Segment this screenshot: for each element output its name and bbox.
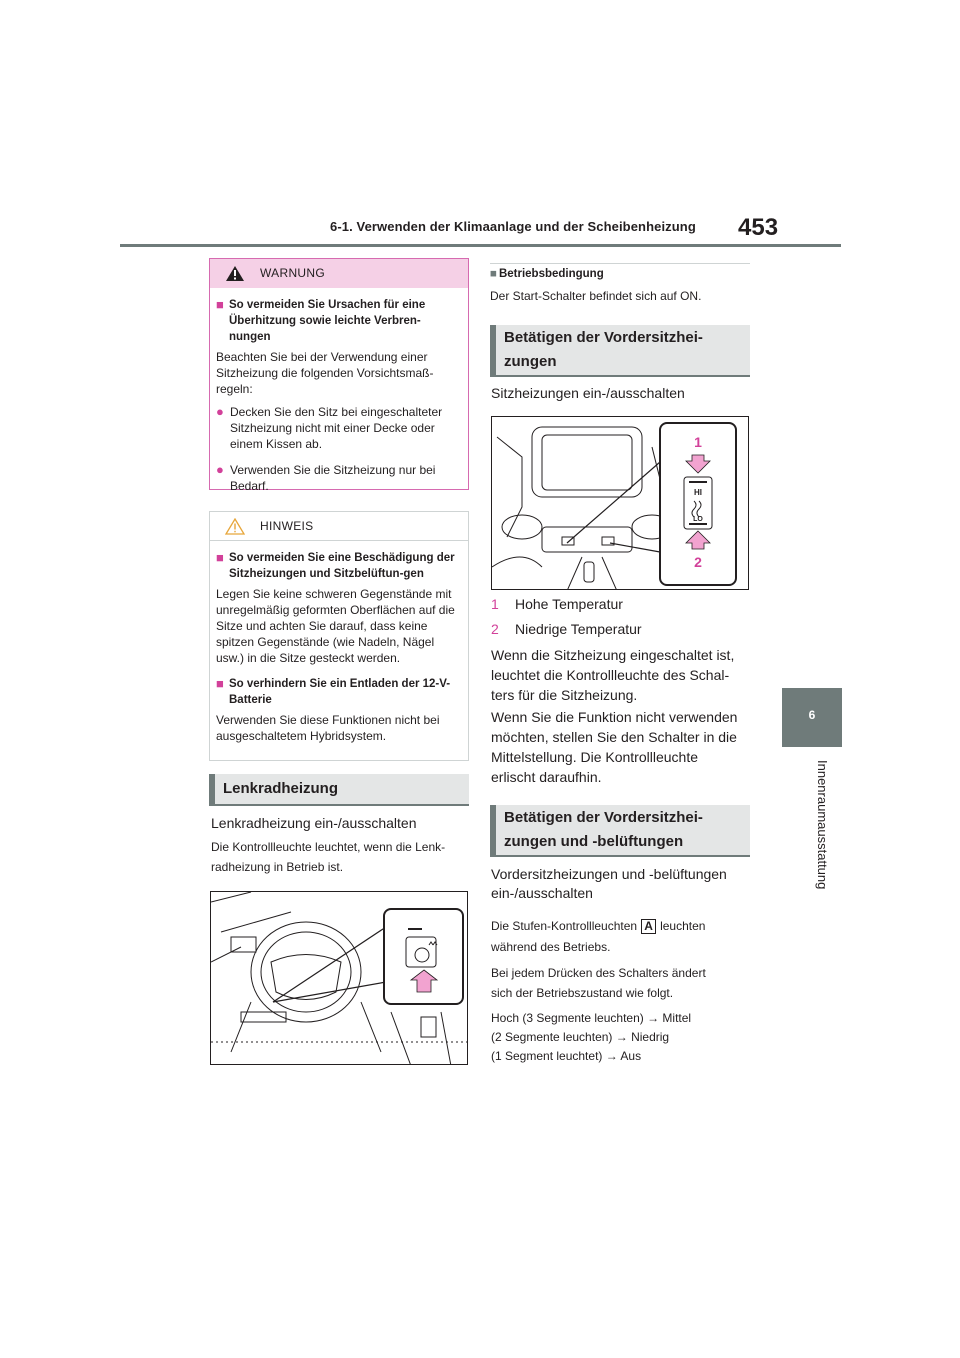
square-bullet-icon: ■ <box>490 268 497 280</box>
notice-heading-1-text: So vermeiden Sie eine Beschädigung der Sitzheizungen und Sitzbelüftun-gen <box>229 552 455 580</box>
switch-lo-label: LO <box>693 516 703 523</box>
sequence-line-3: (1 Segment leuchtet) → Aus <box>491 1049 642 1063</box>
front-seat-heat-heading-line1: Betätigen der Vordersitzhei- <box>504 329 703 346</box>
square-bullet-icon: ■ <box>216 676 224 691</box>
warning-bullet-text: Verwenden Sie die Sitzheizung nur bei Bedarf. <box>230 463 436 493</box>
press-line-2: sich der Betriebszustand wie folgt. <box>491 986 674 1000</box>
callout-1: 1 <box>694 434 702 450</box>
warning-bullet <box>216 404 462 452</box>
heat-para-1-line1: Wenn die Sitzheizung eingeschaltet ist, <box>491 647 735 663</box>
sequence-line-1: Hoch (3 Segmente leuchten) → Mittel <box>491 1011 692 1025</box>
warning-label: WARNUNG <box>260 266 325 280</box>
heat-para-2-line1: Wenn Sie die Funktion nicht verwenden <box>491 709 738 725</box>
notice-label: HINWEIS <box>260 519 314 533</box>
notice-text-1: Legen Sie keine schweren Gegenstände mit unregelmäßig geformten Oberflächen auf die Sitze und achten Sie darauf, dass keine spitzen Gegenstände (wie Nadeln, Nägel usw.) in die Sitze gesteckt werden. <box>216 587 455 665</box>
press-line-1: Bei jedem Drücken des Schalters ändert <box>491 966 706 980</box>
sequence-line-2: (2 Segmente leuchten) → Niedrig <box>491 1030 670 1044</box>
operating-rule <box>490 263 750 264</box>
caution-icon <box>225 518 245 535</box>
steering-figure <box>210 891 468 1065</box>
circle-bullet-icon: ● <box>216 462 224 477</box>
warning-icon <box>225 265 245 282</box>
warning-bullet-text: Decken Sie den Sitz bei eingeschalteter Sitzheizung nicht mit einer Decke oder einem Kissen ab. <box>230 405 443 451</box>
legend-number: 1 <box>491 596 499 612</box>
front-seat-heat-heading <box>490 325 750 377</box>
vent-subtitle-2: ein-/ausschalten <box>491 885 593 901</box>
warning-heading-text: So vermeiden Sie Ursachen für eine Überhitzung sowie leichte Verbren-nungen <box>229 299 426 343</box>
warning-header <box>210 259 468 288</box>
steering-heading-text: Lenkradheizung <box>223 780 339 797</box>
indicator-a-box: A <box>641 919 656 934</box>
lamp-line-1 <box>491 916 705 936</box>
steering-wheel-illustration <box>211 892 468 1065</box>
circle-bullet-icon: ● <box>216 404 224 419</box>
chapter-label-text: Innenraumausstattung <box>815 760 830 890</box>
notice-box <box>209 511 469 761</box>
legend-text: Hohe Temperatur <box>515 596 623 612</box>
operating-heading <box>490 268 604 280</box>
warning-bullet <box>216 462 462 494</box>
square-bullet-icon: ■ <box>216 297 224 312</box>
notice-heading-2 <box>216 676 462 708</box>
callout-2: 2 <box>694 554 702 570</box>
square-bullet-icon: ■ <box>216 550 224 565</box>
heat-para-1-line3: ters für die Sitzheizung. <box>491 687 638 703</box>
front-seat-heat-subtitle: Sitzheizungen ein-/ausschalten <box>491 385 685 401</box>
notice-header <box>210 512 468 541</box>
section-title: 6-1. Verwenden der Klimaanlage und der Scheibenheizung <box>330 219 696 234</box>
lamp-pre-text: Die Stufen-Kontrollleuchten <box>491 919 638 933</box>
steering-heading <box>209 774 469 806</box>
front-seat-heat-heading-line2: zungen <box>504 353 557 370</box>
legend-text: Niedrige Temperatur <box>515 621 642 637</box>
vent-subtitle-1: Vordersitzheizungen und -belüftungen <box>491 866 727 882</box>
front-seat-vent-heading <box>490 805 750 857</box>
warning-box <box>209 258 469 493</box>
notice-heading-1 <box>216 550 462 582</box>
heat-para-2-line3: Mittelstellung. Die Kontrollleuchte <box>491 749 698 765</box>
chapter-label <box>782 760 842 910</box>
warning-intro: Beachten Sie bei der Verwendung einer Sitzheizung die folgenden Vorsichtsmaß-regeln: <box>216 350 434 396</box>
seat-heater-illustration <box>492 417 749 590</box>
heat-para-2-line4: erlischt daraufhin. <box>491 769 602 785</box>
steering-subtitle: Lenkradheizung ein-/ausschalten <box>211 815 417 831</box>
lamp-line-2: während des Betriebs. <box>491 940 611 954</box>
header-rule <box>120 244 841 247</box>
legend-number: 2 <box>491 621 499 637</box>
lamp-post-text: leuchten <box>660 919 706 933</box>
warning-heading <box>216 297 462 345</box>
front-seat-vent-heading-line2: zungen und -belüftungen <box>504 833 684 850</box>
legend-item <box>491 621 642 637</box>
notice-text-2: Verwenden Sie diese Funktionen nicht bei ausgeschaltetem Hybridsystem. <box>216 713 440 743</box>
heat-para-2-line2: möchten, stellen Sie den Schalter in die <box>491 729 737 745</box>
chapter-tab <box>782 688 842 747</box>
operating-text: Der Start-Schalter befindet sich auf ON. <box>490 289 702 303</box>
heat-para-1-line2: leuchtet die Kontrollleuchte des Schal- <box>491 667 730 683</box>
legend-item <box>491 596 623 612</box>
steering-desc-1: Die Kontrollleuchte leuchtet, wenn die Lenk- <box>211 840 446 854</box>
front-seat-vent-heading-line1: Betätigen der Vordersitzhei- <box>504 809 703 826</box>
seat-heater-figure <box>491 416 749 590</box>
operating-heading-text: Betriebsbedingung <box>498 268 604 280</box>
chapter-number: 6 <box>808 708 816 722</box>
switch-hi-label: HI <box>694 488 702 497</box>
page-number: 453 <box>738 214 779 241</box>
steering-desc-2: radheizung in Betrieb ist. <box>211 860 344 874</box>
notice-heading-2-text: So verhindern Sie ein Entladen der 12-V-Batterie <box>229 678 451 706</box>
